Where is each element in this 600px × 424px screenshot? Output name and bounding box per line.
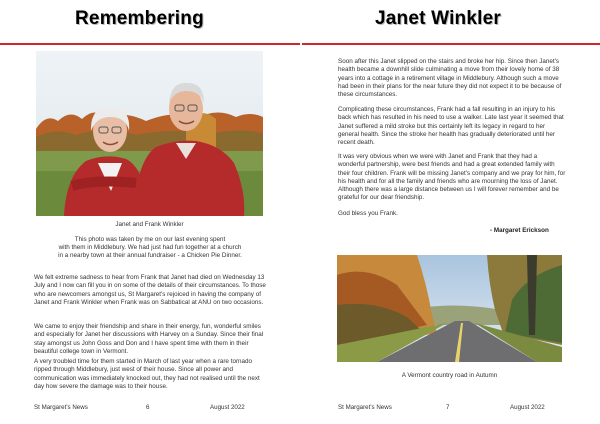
road-photo-caption: A Vermont country road in Autumn <box>401 372 498 379</box>
body-paragraph: Complicating these circumstances, Frank had a fall resulting in an injury to his back which has resulted in his need to use a walker. Late last year it seemed that Janet suffered a mild stroke but this certainly left its legacy in regard to her general health. Since the stroke her health has gradually deteriorated until her recent death. <box>338 106 564 147</box>
footer-date: August 2022 <box>510 404 545 411</box>
vermont-road-photo <box>337 255 562 362</box>
right-heading-rule <box>302 43 600 45</box>
body-paragraph: A very troubled time for them started in March of last year when a rare tornado ripped through Middlebury, just west of their house. Since all power and communication was immediately knocked out, they had not realised until the next day how severe the damage was to their house. <box>34 358 260 390</box>
left-heading-rule <box>0 43 300 45</box>
footer-page-number: 6 <box>146 404 150 411</box>
photo-note-line: in a nearby town at their annual fundraiser - a Chicken Pie Dinner. <box>58 252 242 260</box>
body-paragraph: It was very obvious when we were with Janet and Frank that they had a wonderful partnership, were best friends and had a great extended family with their four children. Frank will be missing Janet's company and we pray for him, for his health and for all the family and friends who are mourning the loss of Janet. Although there was a large distance between us I will forever remember and be grateful for our dear friendship. <box>338 153 566 202</box>
photo-note <box>30 236 270 261</box>
footer-date: August 2022 <box>210 404 245 411</box>
janet-frank-photo <box>36 51 263 216</box>
photo-note-line: with them in Middlebury. We had just had fun together at a church <box>58 244 242 252</box>
body-paragraph: We felt extreme sadness to hear from Frank that Janet had died on Wednesday 13 July and I now can fill you in on some of the details of their circumstances. To those who are newcomers amongst us, St Margaret's rejoiced in having the company of Janet and Frank Winkler when Frank was on Sabbatical at ANU on two occasions. <box>34 274 266 306</box>
left-page-heading: Remembering <box>75 8 204 29</box>
photo-note-line: This photo was taken by me on our last evening spent <box>74 236 226 243</box>
right-page-heading: Janet Winkler <box>375 8 501 29</box>
footer-page-number: 7 <box>446 404 450 411</box>
body-paragraph: We came to enjoy their friendship and share in their energy, fun, wonderful smiles and especially for Janet her discussions with Harvey on a Sunday. Since their final stay amongst us John Goss and Don and I have spent time with them in their beautiful college town in Vermont. <box>34 323 264 355</box>
body-paragraph: Soon after this Janet slipped on the stairs and broke her hip. Since then Janet's health became a downhill slide culminating a move from their lovely home of 38 years into a cottage in a retirement village in Middlebury. Although such a move had been in their plans for the near future they did not expect it to be because of these circumstances. <box>338 58 562 99</box>
photo-caption: Janet and Frank Winkler <box>115 221 184 228</box>
footer-publication: St Margaret's News <box>34 404 88 411</box>
right-page <box>300 0 600 424</box>
closing-line: God bless you Frank. <box>338 210 398 217</box>
author-signature: - Margaret Erickson <box>490 227 549 234</box>
footer-publication: St Margaret's News <box>338 404 392 411</box>
